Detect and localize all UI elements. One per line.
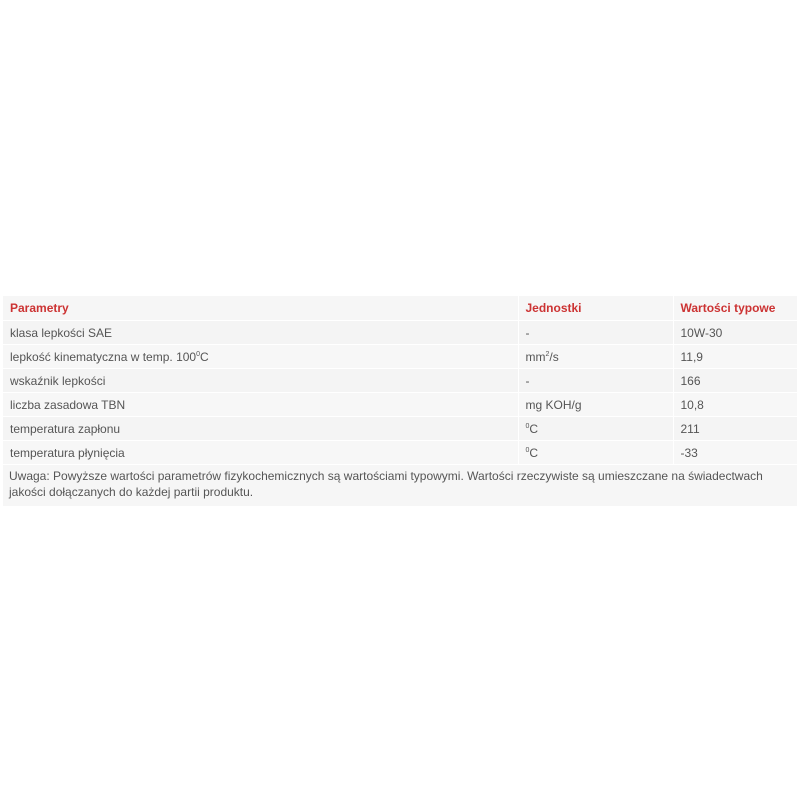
unit-text: mm (525, 349, 546, 364)
value-cell: 11,9 (673, 345, 797, 369)
unit-cell (518, 441, 673, 465)
table-row (3, 441, 797, 465)
unit-superscript: 0 (525, 446, 530, 454)
unit-text-suffix: C (529, 421, 539, 436)
header-typical-values: Wartości typowe (673, 296, 797, 321)
table-row (3, 417, 797, 441)
unit-cell (518, 417, 673, 441)
param-cell: temperatura płynięcia (3, 441, 518, 465)
table-row (3, 369, 797, 393)
spec-table (3, 296, 797, 465)
unit-superscript: 2 (545, 350, 550, 358)
unit-cell (518, 345, 673, 369)
unit-cell: - (518, 321, 673, 345)
table-row (3, 321, 797, 345)
param-cell: klasa lepkości SAE (3, 321, 518, 345)
value-cell: 10W-30 (673, 321, 797, 345)
unit-superscript: 0 (525, 422, 530, 430)
param-cell: wskaźnik lepkości (3, 369, 518, 393)
unit-text-suffix: /s (549, 349, 559, 364)
param-text: lepkość kinematyczna w temp. 100 (10, 349, 197, 364)
unit-text-suffix: C (529, 445, 539, 460)
technical-spec-block (3, 296, 797, 506)
unit-cell: - (518, 369, 673, 393)
unit-cell: mg KOH/g (518, 393, 673, 417)
param-cell: liczba zasadowa TBN (3, 393, 518, 417)
value-cell: 166 (673, 369, 797, 393)
table-row (3, 345, 797, 369)
table-header-row (3, 296, 797, 321)
footnote-note: Uwaga: Powyższe wartości parametrów fizykochemicznych są wartościami typowymi. Wartości rzeczywiste są umieszczane na świadectwach jakości dołączanych do każdej partii produktu. (3, 465, 797, 506)
value-cell: 211 (673, 417, 797, 441)
param-superscript: 0 (196, 350, 200, 358)
header-parameters: Parametry (3, 296, 518, 321)
header-units: Jednostki (518, 296, 673, 321)
value-cell: -33 (673, 441, 797, 465)
param-cell: temperatura zapłonu (3, 417, 518, 441)
param-cell (3, 345, 518, 369)
value-cell: 10,8 (673, 393, 797, 417)
param-text-suffix: C (200, 349, 209, 364)
table-row (3, 393, 797, 417)
